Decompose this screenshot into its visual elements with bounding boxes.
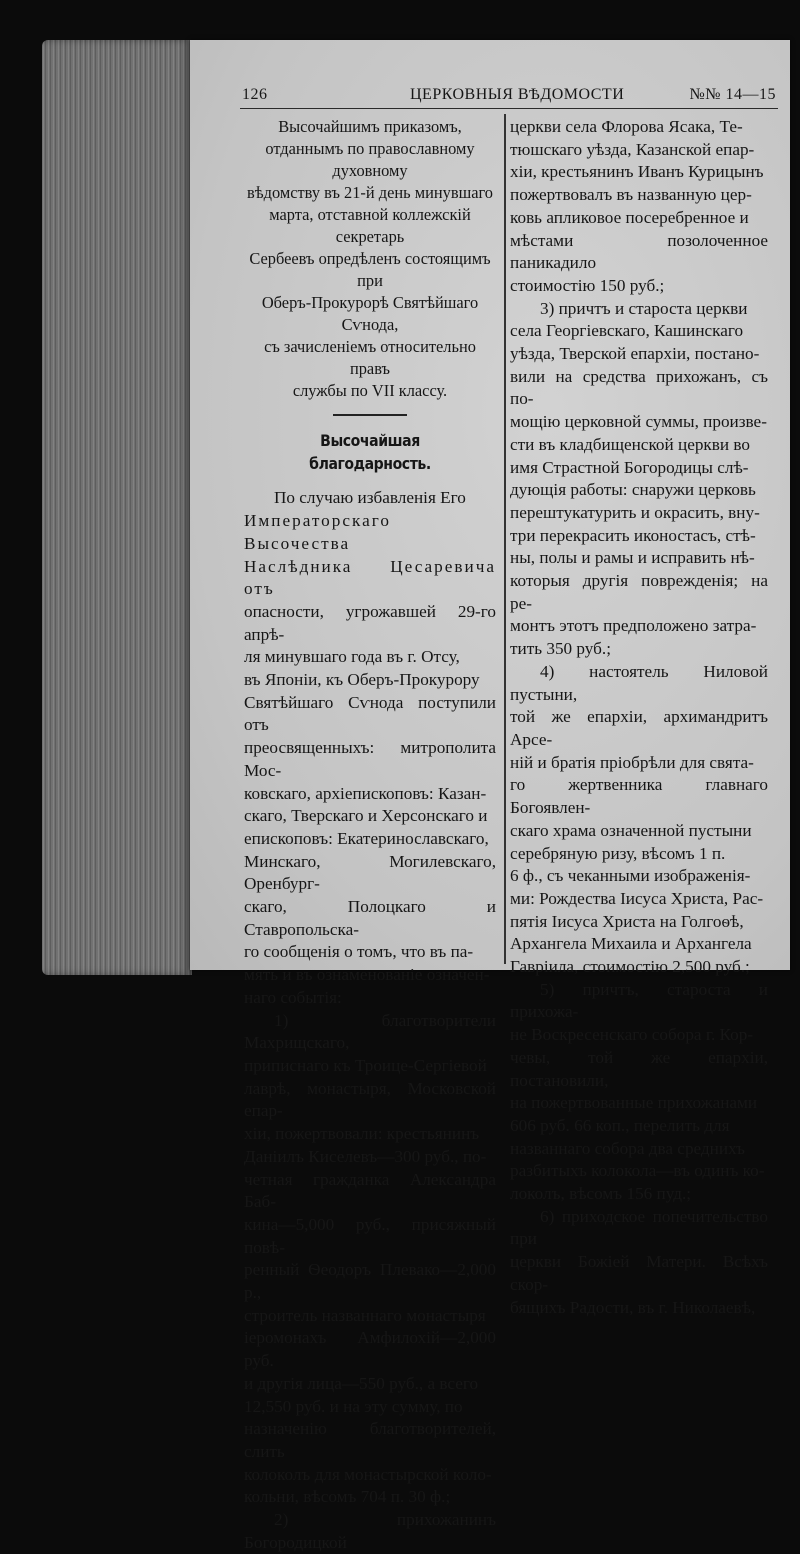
text-line: 6) приходское попечительство при	[510, 1206, 768, 1249]
text-line: наго событія:	[244, 987, 342, 1007]
text-line: 4) настоятель Ниловой пустыни,	[510, 661, 768, 704]
text-line: Гавріила, стоимостію 2,500 руб.;	[510, 957, 750, 977]
text-line: три перекрасить иконостасъ, стѣ-	[510, 525, 756, 545]
text-line: скаго, Полоцкаго и Ставропольска-	[244, 897, 496, 939]
text-line: Архангела Михаила и Архангела	[510, 934, 752, 954]
text-line: назначенію благотворителей, слить	[244, 1419, 496, 1461]
text-line: ми: Рождества Іисуса Христа, Рас-	[510, 888, 764, 908]
text-line: ля минувшаго года въ г. Отсу,	[244, 647, 460, 667]
text-line: Даніилъ Киселевъ—300 руб., по-	[244, 1146, 487, 1166]
text-line: не Воскресенскаго собора г. Кор-	[510, 1025, 754, 1045]
text-line: 6 ф., съ чеканными изображенія-	[510, 866, 751, 886]
text-line: службы по VII классу.	[292, 381, 448, 400]
text-line: 2) прихожанинъ Богородицкой	[244, 1510, 496, 1552]
text-line: отданнымъ по православному духовному	[265, 139, 475, 180]
text-line: названнаго собора два среднихъ	[510, 1138, 745, 1158]
text-line: хіи, крестьянинъ Иванъ Курицынъ	[510, 162, 764, 182]
book-page	[190, 40, 790, 1552]
page-number: 126	[242, 86, 268, 103]
text-line: Наслѣдника Цесаревича отъ	[244, 556, 496, 599]
text-line: епископовъ: Екатеринославскаго,	[244, 828, 489, 848]
text-line: церкви Божіей Матери. Всѣхъ скор-	[510, 1252, 768, 1294]
text-line: перештукатурить и окрасить, вну-	[510, 502, 760, 522]
text-line: тюшскаго уѣзда, Казанской епар-	[510, 139, 755, 159]
text-line: дующія работы: снаружи церковь	[510, 480, 756, 500]
text-line: ны, полы и рамы и исправить нѣ-	[510, 548, 755, 568]
text-line: Сербеевъ опредѣленъ состоящимъ при	[249, 249, 491, 290]
text-line: мѣстами позолоченное паникадило	[510, 230, 768, 273]
text-line: колоколъ для монастырской коло-	[244, 1464, 492, 1484]
text-line: бящихъ Радости, въ г. Николаевѣ,	[510, 1297, 756, 1317]
text-line: 3) причтъ и староста церкви	[540, 298, 748, 318]
text-line: приписнаго къ Троице-Сергіевой	[244, 1055, 487, 1075]
book-page-edges	[42, 40, 192, 975]
text-line: хіи, пожертвовали: крестьянинъ	[244, 1124, 480, 1144]
text-line: По случаю избавленія Его	[274, 488, 466, 508]
text-line: 1) благотворители Махрищскаго,	[244, 1010, 496, 1053]
text-line: въ Японіи, къ Оберъ-Прокурору	[244, 670, 480, 690]
text-line: разбитыхъ колокола—въ одинъ ко-	[510, 1161, 765, 1181]
text-line: ренный Ѳеодоръ Плевако—2,000 р.,	[244, 1260, 496, 1303]
gratitude-text	[244, 487, 496, 1554]
text-line: ковь апликовое посеребренное и	[510, 207, 749, 227]
right-column	[510, 116, 768, 1319]
running-header	[240, 84, 778, 109]
text-line: чевы, той же епархіи, постановили,	[510, 1047, 768, 1090]
text-line: пожертвовалъ въ названную цер-	[510, 185, 752, 205]
text-line: Святѣйшаго Сѵнода поступили отъ	[244, 692, 496, 735]
text-line: Императорскаго Высочества	[244, 511, 391, 553]
text-line: и другія лица—550 руб., а всего	[244, 1373, 479, 1393]
text-line: четная гражданка Александра Баб-	[244, 1169, 496, 1212]
text-line: которыя другія поврежденія; на ре-	[510, 571, 768, 613]
text-line: 5) причтъ, староста и прихожа-	[510, 979, 768, 1022]
section-separator	[333, 414, 407, 416]
text-line: имя Страстной Богородицы слѣ-	[510, 457, 749, 477]
text-line: го сообщенія о томъ, что въ па-	[244, 942, 474, 962]
text-line: ній и братія пріобрѣли для свята-	[510, 752, 754, 772]
text-line: скаго, Тверскаго и Херсонскаго и	[244, 806, 488, 826]
text-line: скаго храма означенной пустыни	[510, 820, 752, 840]
column-divider	[504, 114, 506, 964]
text-line: лаврѣ, монастыря, Московской епар-	[244, 1078, 496, 1121]
left-column	[244, 116, 496, 1554]
issue-number: №№ 14—15	[689, 86, 776, 103]
text-line: преосвященныхъ: митрополита Мос-	[244, 738, 496, 780]
text-line: тить 350 руб.;	[510, 639, 611, 659]
text-line: строитель названнаго монастыря	[244, 1305, 486, 1325]
text-line: вили на средства прихожанъ, съ по-	[510, 366, 768, 409]
text-line: Оберъ-Прокурорѣ Святѣйшаго Сѵнода,	[261, 293, 479, 334]
text-line: на пожертвованные прихожанами	[510, 1093, 758, 1113]
text-line: монтъ этотъ предположено затра-	[510, 616, 757, 636]
text-line: съ зачисленіемъ относительно правъ	[264, 337, 476, 378]
text-line: пятія Іисуса Христа на Голгоѳѣ,	[510, 911, 744, 931]
text-line: 606 руб. 66 коп., перелить для	[510, 1115, 730, 1135]
text-line: го жертвенника главнаго Богоявлен-	[510, 775, 768, 818]
text-line: кина—5,000 руб., присяжный повѣ-	[244, 1214, 496, 1257]
text-line: опасности, угрожавшей 29-го апрѣ-	[244, 601, 496, 644]
text-line: Минскаго, Могилевскаго, Оренбург-	[244, 851, 496, 894]
text-line: мощію церковной суммы, произве-	[510, 412, 767, 432]
text-line: марта, отставной коллежскій секретарь	[269, 205, 471, 246]
text-line: церкви села Флорова Ясака, Те-	[510, 117, 743, 136]
text-line: уѣзда, Тверской епархіи, постано-	[510, 344, 760, 364]
text-line: мять и въ ознаменованіе означен-	[244, 965, 490, 985]
text-line: той же епархіи, архимандритъ Арсе-	[510, 707, 768, 749]
text-line: кольни, вѣсомъ 704 п. 30 ф.;	[244, 1487, 451, 1507]
text-line: серебряную ризу, вѣсомъ 1 п.	[510, 843, 726, 863]
text-line: локолъ, вѣсомъ 156 пуд.;	[510, 1184, 692, 1204]
imperial-order-notice	[244, 116, 496, 402]
text-line: сти въ кладбищенской церкви во	[510, 434, 750, 454]
text-line: 12,550 руб. и на эту сумму, по	[244, 1396, 463, 1416]
journal-title: ЦЕРКОВНЫЯ ВѢДОМОСТИ	[410, 86, 625, 103]
text-line: вѣдомству въ 21-й день минувшаго	[247, 183, 493, 202]
text-line: ковскаго, архіепископовъ: Казан-	[244, 783, 487, 803]
text-line: стоимостію 150 руб.;	[510, 275, 665, 295]
section-heading: Высочайшая благодарность.	[309, 431, 431, 473]
text-line: Высочайшимъ приказомъ,	[278, 117, 462, 136]
text-line: іеромонахъ Амфилохій—2,000 руб.	[244, 1328, 496, 1371]
text-line: села Георгіевскаго, Кашинскаго	[510, 321, 744, 341]
